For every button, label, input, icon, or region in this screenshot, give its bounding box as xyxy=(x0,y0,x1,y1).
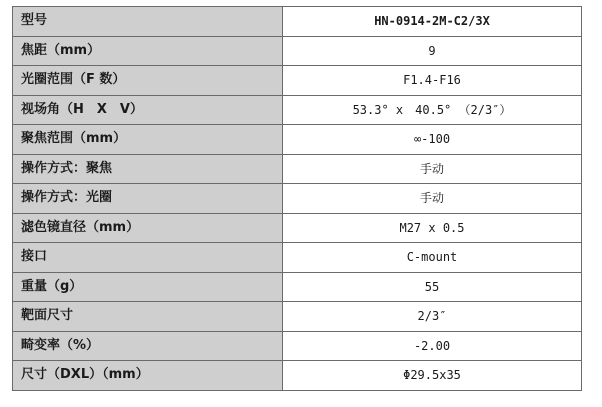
spec-row-focus-operation xyxy=(13,154,582,184)
spec-value: M27 x 0.5 xyxy=(283,213,582,243)
spec-value: 手动 xyxy=(283,184,582,214)
spec-row-mount xyxy=(13,243,582,273)
spec-label: 视场角（H X V） xyxy=(13,95,283,125)
spec-value: 53.3° x 40.5° （2/3″） xyxy=(283,95,582,125)
spec-value: Φ29.5x35 xyxy=(283,361,582,391)
spec-label: 操作方式：聚焦 xyxy=(13,154,283,184)
spec-label: 靶面尺寸 xyxy=(13,302,283,332)
spec-label: 焦距（mm） xyxy=(13,36,283,66)
spec-value: -2.00 xyxy=(283,331,582,361)
spec-row-focus-range xyxy=(13,125,582,155)
spec-row-filter-diameter xyxy=(13,213,582,243)
spec-label: 操作方式：光圈 xyxy=(13,184,283,214)
spec-value: HN-0914-2M-C2/3X xyxy=(283,7,582,37)
spec-row-distortion xyxy=(13,331,582,361)
spec-row-dimensions xyxy=(13,361,582,391)
spec-value: 55 xyxy=(283,272,582,302)
spec-value: 手动 xyxy=(283,154,582,184)
spec-label: 型号 xyxy=(13,7,283,37)
spec-label: 畸变率（%） xyxy=(13,331,283,361)
spec-label: 滤色镜直径（mm） xyxy=(13,213,283,243)
lens-spec-table xyxy=(12,6,582,391)
spec-row-field-of-view xyxy=(13,95,582,125)
spec-row-iris-operation xyxy=(13,184,582,214)
spec-label: 聚焦范围（mm） xyxy=(13,125,283,155)
spec-value: F1.4-F16 xyxy=(283,66,582,96)
spec-row-aperture-range xyxy=(13,66,582,96)
spec-label: 接口 xyxy=(13,243,283,273)
spec-value: ∞-100 xyxy=(283,125,582,155)
spec-row-focal-length xyxy=(13,36,582,66)
spec-value: 2/3″ xyxy=(283,302,582,332)
spec-value: 9 xyxy=(283,36,582,66)
spec-label: 尺寸（DXL）（mm） xyxy=(13,361,283,391)
spec-row-weight xyxy=(13,272,582,302)
spec-label: 重量（g） xyxy=(13,272,283,302)
spec-value: C-mount xyxy=(283,243,582,273)
spec-row-sensor-size xyxy=(13,302,582,332)
spec-row-model xyxy=(13,7,582,37)
spec-label: 光圈范围（F 数） xyxy=(13,66,283,96)
